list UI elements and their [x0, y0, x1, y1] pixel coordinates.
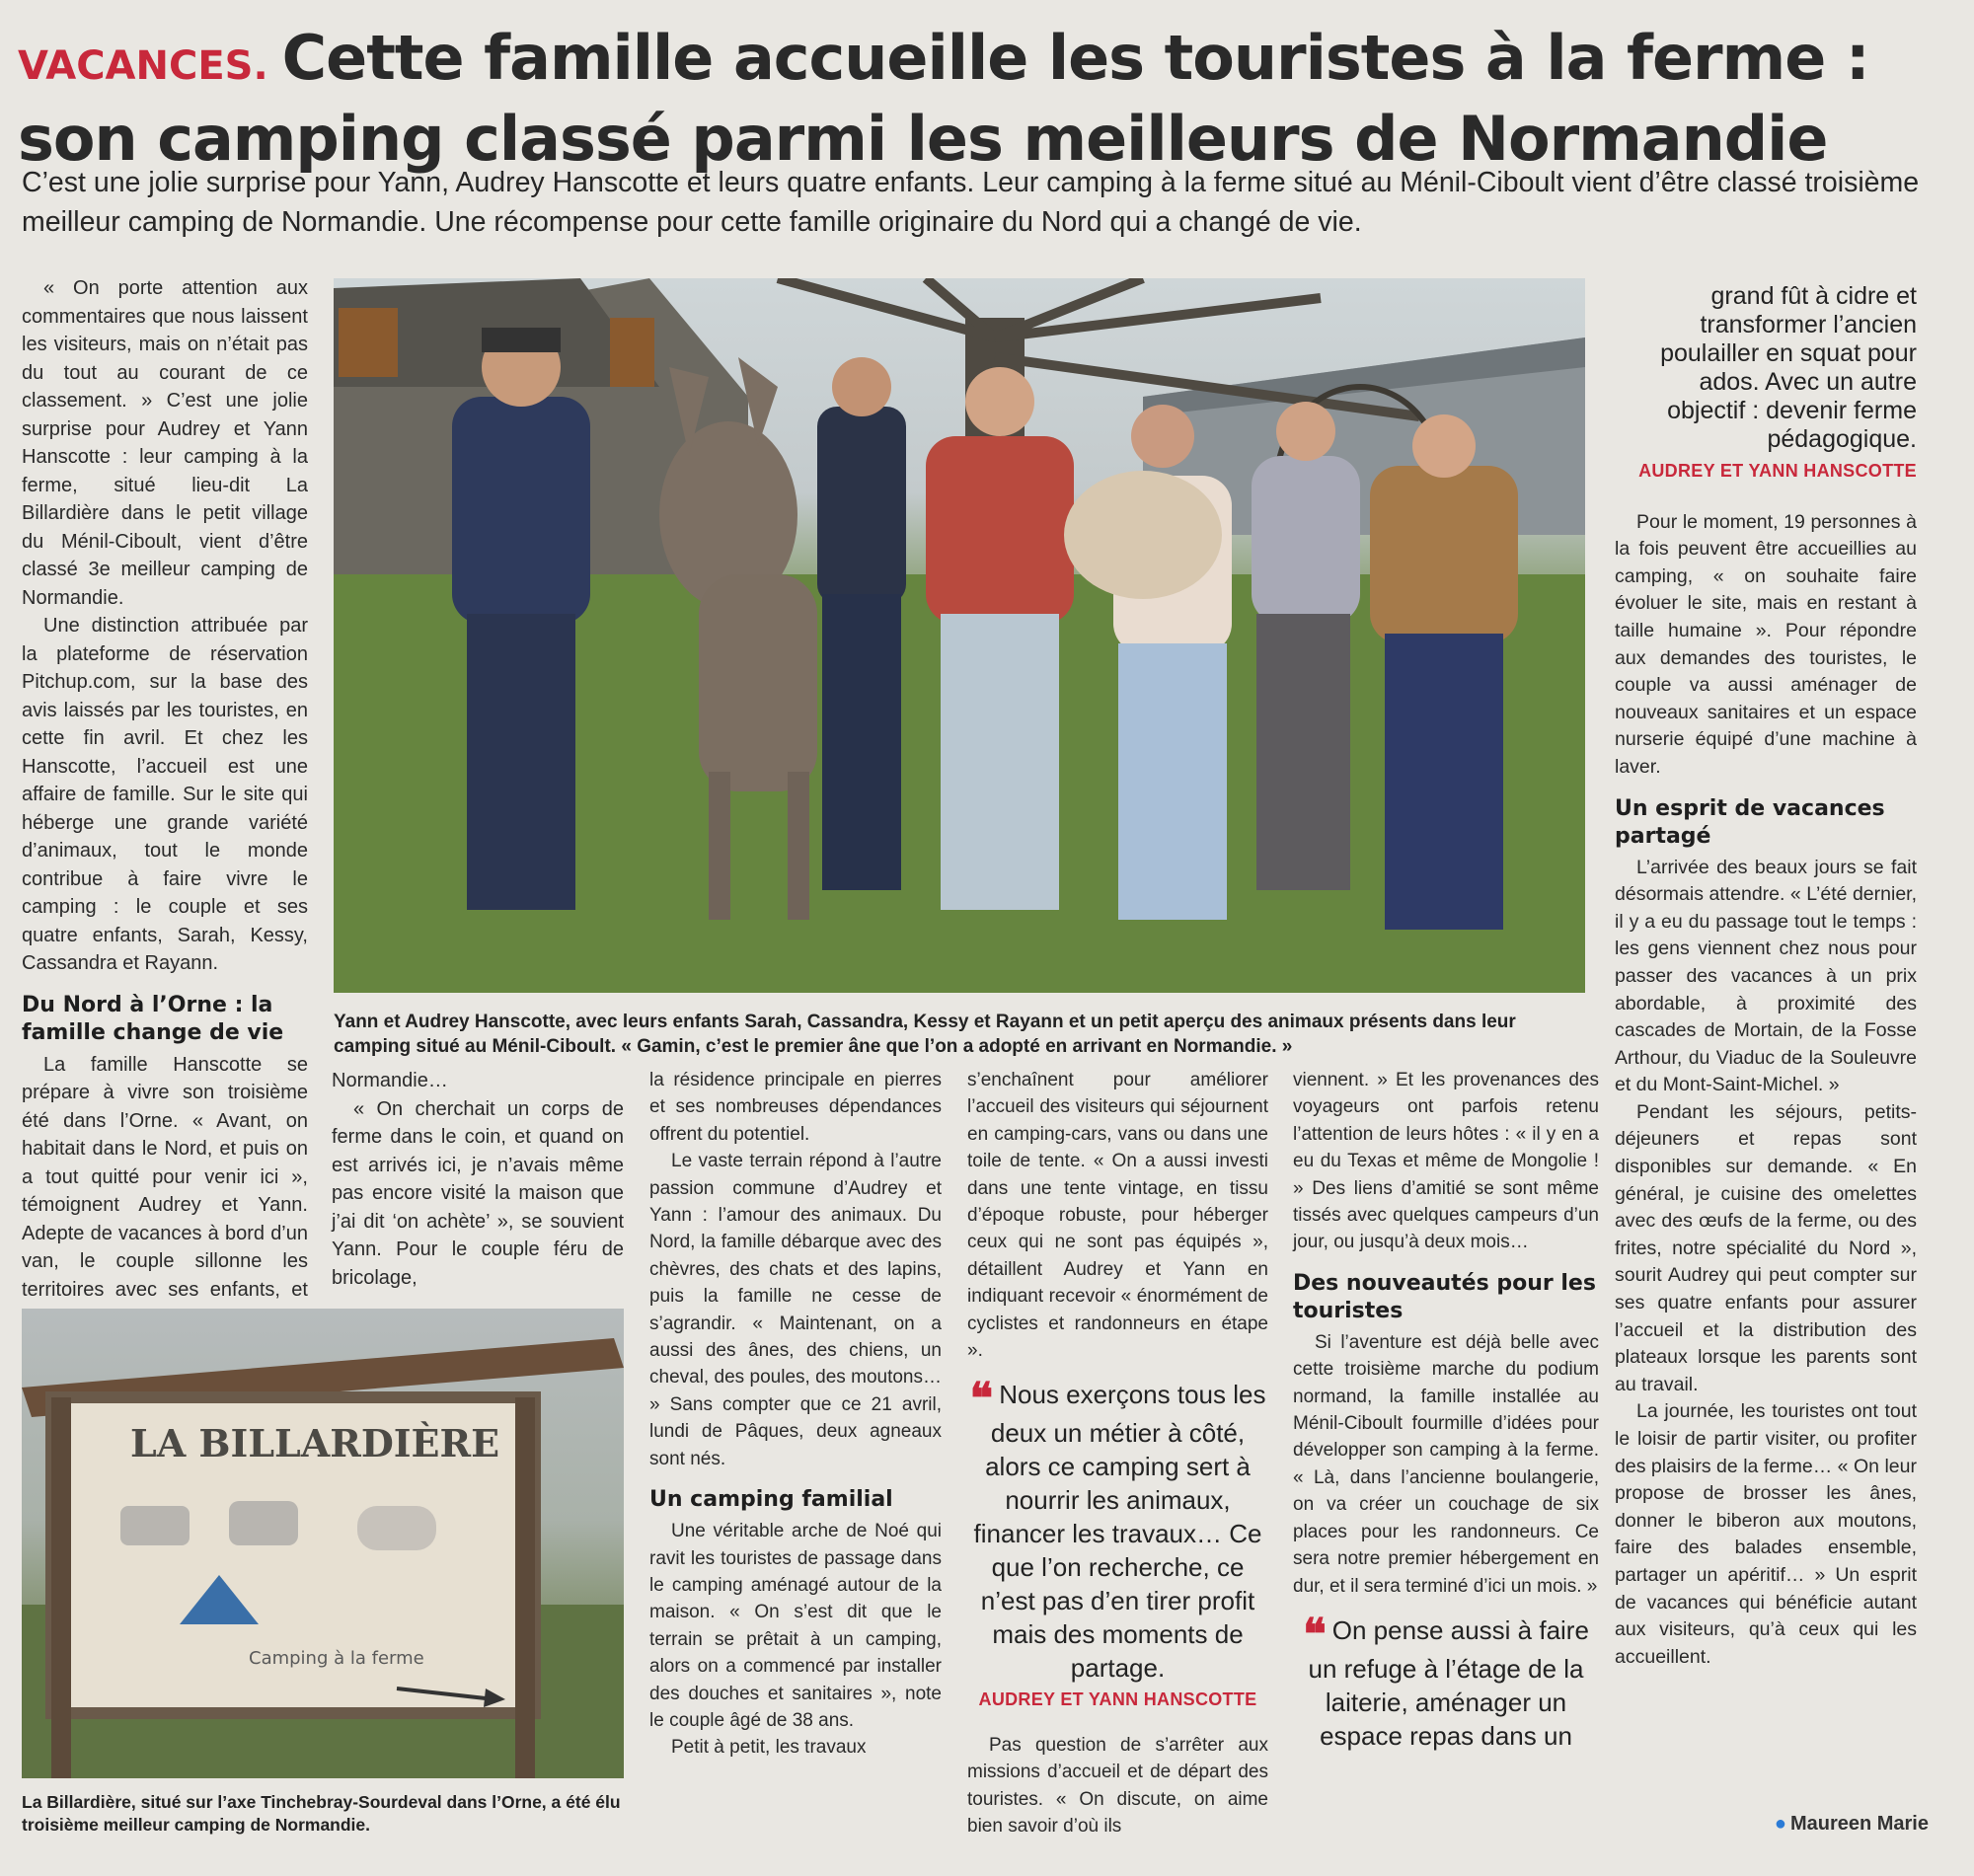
- col5-paragraph-1: viennent. » Et les provenances des voyageurs ont parfois retenu l’attention de leurs hôtes : « il y en a eu du Texas et même de Mongolie ! » Des liens d’amitié se sont même tissés avec quelques campeurs d’un jour, ou jusqu’à deux mois…: [1293, 1070, 1599, 1253]
- col5-pull-quote: [1293, 1609, 1599, 1753]
- quote-mark-icon: ❝: [1303, 1609, 1327, 1660]
- family-photo-illustration: [334, 278, 1585, 993]
- chapo: C’est une jolie surprise pour Yann, Audrey Hanscotte et leurs quatre enfants. Leur camping à la ferme situé au Ménil-Ciboult vient d’être classé troisième meilleur camping de Normandie. Une récompense pour cette famille originaire du Nord qui a changé de vie.: [22, 167, 1920, 238]
- bullet-icon: ●: [1774, 1813, 1786, 1835]
- kicker: VACANCES.: [18, 43, 268, 89]
- col5-subhead: Des nouveautés pour les touristes: [1293, 1270, 1596, 1323]
- col3-paragraph-3: Une véritable arche de Noé qui ravit les touristes de passage dans le camping aménagé autour de la maison. « On s’est dit que le terrain se prêtait à un camping, alors on a commencé par installer des douches et sanitaires », note le couple âgé de 38 ans.: [649, 1521, 942, 1731]
- billardiere-sign-illustration: [22, 1309, 624, 1778]
- col3-paragraph-2: Le vaste terrain répond à l’autre passion commune d’Audrey et Yann : l’amour des animaux. Du Nord, la famille débarque avec des chèvres, des chats et des lapins, puis la famille ne cesse de s’agrandir. « Maintenant, on a aussi des ânes, des chiens, un cheval, des poules, des moutons… » Sans compter que ce 21 avril, lundi de Pâques, deux agneaux sont nés.: [649, 1151, 942, 1469]
- col5-quote-text: On pense aussi à faire un refuge à l’étage de la laiterie, aménager un espace repas dans un: [1308, 1614, 1589, 1751]
- col4-quote-signature: AUDREY ET YANN HANSCOTTE: [978, 1689, 1257, 1710]
- col6-quote-signature: AUDREY ET YANN HANSCOTTE: [1638, 461, 1917, 481]
- headline: [18, 22, 1952, 176]
- family-photo: [334, 278, 1585, 993]
- col1-subhead: Du Nord à l’Orne : la famille change de vie: [22, 992, 284, 1045]
- quote-mark-icon: ❝: [969, 1374, 994, 1425]
- sign-title: LA BILLARDIÈRE: [130, 1421, 500, 1465]
- column-1: [22, 274, 308, 1332]
- sign-photo-caption: La Billardière, situé sur l’axe Tinchebray-Sourdeval dans l’Orne, a été élu troisième meilleur camping de Normandie.: [22, 1792, 621, 1835]
- col1-paragraph-3: La famille Hanscotte se prépare à vivre son troisième été dans l’Orne. « Avant, on habitait dans le Nord, et puis on a tout quitté pour venir ici », témoignent Audrey et Yann. Adepte de vacances à bord d’un van, le couple sillonne les territoires avec ses enfants, et: [22, 1053, 308, 1301]
- headline-line-1: [18, 22, 1952, 103]
- column-5: [1293, 1067, 1599, 1753]
- col3-paragraph-1: la résidence principale en pierres et ses nombreuses dépendances offrent du potentiel.: [649, 1070, 942, 1145]
- column-4: [967, 1067, 1268, 1840]
- sign-small-text: Camping à la ferme: [249, 1648, 424, 1669]
- col4-paragraph-1: s’enchaînent pour améliorer l’accueil des visiteurs qui séjournent en camping-cars, vans ou dans une toile de tente. « On a aussi investi dans une tente vintage, en tissu d’époque robuste, pour héberger ceux qui ne sont pas équipés », détaillent Audrey et Yann en indiquant recevoir « énormément de cyclistes et randonneurs en étape ».: [967, 1070, 1268, 1362]
- col6-paragraph-2: L’arrivée des beaux jours se fait désormais attendre. « L’été dernier, il y a eu du passage tout le temps : les gens viennent chez nous pour passer des vacances à un prix abordable, à proximité des cascades de Mortain, de la Fosse Arthour, du Viaduc de la Souleuvre et du Mont-Saint-Michel. »: [1615, 856, 1917, 1096]
- col6-paragraph-3: Pendant les séjours, petits-déjeuners et repas sont disponibles sur demande. « En général, je cuisine des omelettes avec des œufs de la ferme, ou des frites, notre spécialité du Nord », sourit Audrey qui peut compter sur ses quatre enfants pour assurer l’accueil et la distribution des plateaux lorsque les parents sont au travail.: [1615, 1100, 1917, 1395]
- col6-quote-end: grand fût à cidre et transformer l’ancien poulailler en squat pour ados. Avec un autre objectif : devenir ferme pédagogique.: [1660, 282, 1917, 453]
- col2-paragraph-2: « On cherchait un corps de ferme dans le coin, et quand on est arrivés ici, je n’avais même pas encore visité la maison que j’ai dit ‘on achète’ », se souvient Yann. Pour le couple féru de bricolage,: [332, 1097, 624, 1289]
- col4-paragraph-2: Pas question de s’arrêter aux missions d’accueil et de départ des touristes. « On discute, on aime bien savoir d’où ils: [967, 1734, 1268, 1838]
- col4-quote-text: Nous exerçons tous les deux un métier à côté, alors ce camping sert à nourrir les animaux, financer les travaux… Ce que l’on recherche, ce n’est pas d’en tirer profit mais des moments de partage.: [973, 1380, 1266, 1684]
- col6-subhead: Un esprit de vacances partagé: [1615, 795, 1885, 849]
- headline-title-2: son camping classé parmi les meilleurs de Normandie: [18, 103, 1828, 175]
- billardiere-sign-photo: [22, 1309, 624, 1778]
- col1-paragraph-2: Une distinction attribuée par la plateforme de réservation Pitchup.com, sur la base des avis laissés par les touristes, en cette fin avril. Et chez les Hanscotte, l’accueil est une affaire de famille. Sur le site qui héberge une grande variété d’animaux, tout le monde contribue à faire vivre le camping : le couple et ses quatre enfants, Sarah, Kessy, Cassandra et Rayann.: [22, 615, 308, 974]
- col3-paragraph-4: Petit à petit, les travaux: [671, 1737, 867, 1759]
- author-name: Maureen Marie: [1789, 1813, 1929, 1835]
- family-photo-caption: Yann et Audrey Hanscotte, avec leurs enfants Sarah, Cassandra, Kessy et Rayann et un petit aperçu des animaux présents dans leur camping situé au Ménil-Ciboult. « Gamin, c’est le premier âne que l’on a adopté en arrivant en Normandie. »: [334, 1012, 1516, 1057]
- column-3: [649, 1067, 942, 1762]
- col4-pull-quote: [967, 1374, 1268, 1685]
- column-6: [1615, 282, 1917, 1671]
- author-byline: [1775, 1813, 1929, 1836]
- col5-paragraph-2: Si l’aventure est déjà belle avec cette troisième marche du podium normand, la famille installée au Ménil-Ciboult fourmille d’idées pour développer son camping à la ferme. « Là, dans l’ancienne boulangerie, on va créer un couchage de six places pour les randonneurs. Ce sera notre premier hébergement en dur, et il sera terminé d’ici un mois. »: [1293, 1331, 1599, 1597]
- col6-paragraph-4: La journée, les touristes ont tout le loisir de partir visiter, ou profiter des plaisirs de la ferme… « On leur propose de brosser les ânes, donner le biberon aux moutons, faire des balades ensemble, partager un apéritif… » Un esprit de vacances qui bénéficie autant aux visiteurs, qu’à ceux qui les accueillent.: [1615, 1400, 1917, 1668]
- col6-paragraph-1: Pour le moment, 19 personnes à la fois peuvent être accueillies au camping, « on souhaite faire évoluer le site, mais en restant à taille humaine ». Pour répondre aux demandes des touristes, le couple va aussi aménager de nouveaux sanitaires et un espace nurserie équipé d’une machine à laver.: [1615, 510, 1917, 778]
- col3-subhead: Un camping familial: [649, 1487, 893, 1513]
- column-2: [332, 1067, 624, 1292]
- col2-paragraph-1: Normandie…: [332, 1070, 448, 1091]
- col1-paragraph-1: « On porte attention aux commentaires que nous laissent les visiteurs, mais on n’était pas du tout au courant de ce classement. » C’est une jolie surprise pour Audrey et Yann Hanscotte : leur camping à la ferme, situé lieu-dit La Billardière dans le petit village du Ménil-Ciboult, vient d’être classé 3e meilleur camping de Normandie.: [22, 277, 308, 609]
- headline-title-1: Cette famille accueille les touristes à la ferme :: [281, 22, 1869, 94]
